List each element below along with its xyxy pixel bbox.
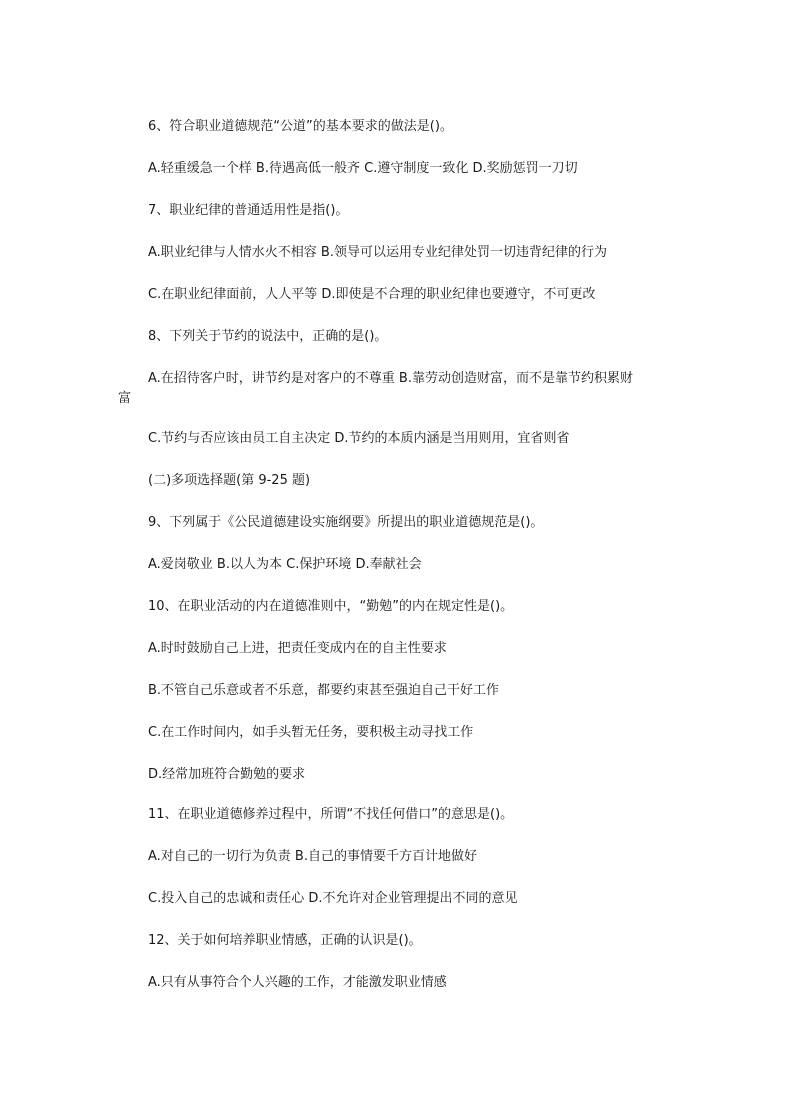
question-11-options-ab: A.对自己的一切行为负责 B.自己的事情要千方百计地做好: [148, 849, 477, 864]
question-11: 11、在职业道德修养过程中，所谓“不找任何借口”的意思是()。: [148, 807, 514, 822]
section-heading-multiple-choice: (二)多项选择题(第 9-25 题): [148, 473, 311, 488]
question-8-options-ab: A.在招待客户时，讲节约是对客户的不尊重 B.靠劳动创造财富，而不是靠节约积累财: [148, 371, 633, 386]
question-10-option-b: B.不管自己乐意或者不乐意，都要约束甚至强迫自己干好工作: [148, 683, 500, 698]
question-6-options: A.轻重缓急一个样 B.待遇高低一般齐 C.遵守制度一致化 D.奖励惩罚一刀切: [148, 161, 578, 176]
question-7-options-cd: C.在职业纪律面前，人人平等 D.即使是不合理的职业纪律也要遵守，不可更改: [148, 287, 596, 302]
question-10-option-a: A.时时鼓励自己上进，把责任变成内在的自主性要求: [148, 641, 447, 656]
question-10-option-c: C.在工作时间内，如手头暂无任务，要积极主动寻找工作: [148, 725, 474, 740]
question-9: 9、下列属于《公民道德建设实施纲要》所提出的职业道德规范是()。: [148, 515, 544, 530]
question-9-options: A.爱岗敬业 B.以人为本 C.保护环境 D.奉献社会: [148, 557, 422, 572]
question-8-options-ab-wrap: 富: [118, 391, 132, 406]
question-7: 7、职业纪律的普通适用性是指()。: [148, 203, 349, 218]
question-6: 6、符合职业道德规范“公道”的基本要求的做法是()。: [148, 119, 453, 134]
question-8-options-cd: C.节约与否应该由员工自主决定 D.节约的本质内涵是当用则用，宜省则省: [148, 431, 570, 446]
question-12: 12、关于如何培养职业情感，正确的认识是()。: [148, 933, 422, 948]
question-7-options-ab: A.职业纪律与人情水火不相容 B.领导可以运用专业纪律处罚一切违背纪律的行为: [148, 245, 607, 260]
question-12-option-a: A.只有从事符合个人兴趣的工作，才能激发职业情感: [148, 975, 447, 990]
question-10-option-d: D.经常加班符合勤勉的要求: [148, 767, 306, 782]
question-8: 8、下列关于节约的说法中，正确的是()。: [148, 329, 388, 344]
question-10: 10、在职业活动的内在道德准则中，“勤勉”的内在规定性是()。: [148, 599, 514, 614]
question-11-options-cd: C.投入自己的忠诚和责任心 D.不允许对企业管理提出不同的意见: [148, 891, 518, 906]
